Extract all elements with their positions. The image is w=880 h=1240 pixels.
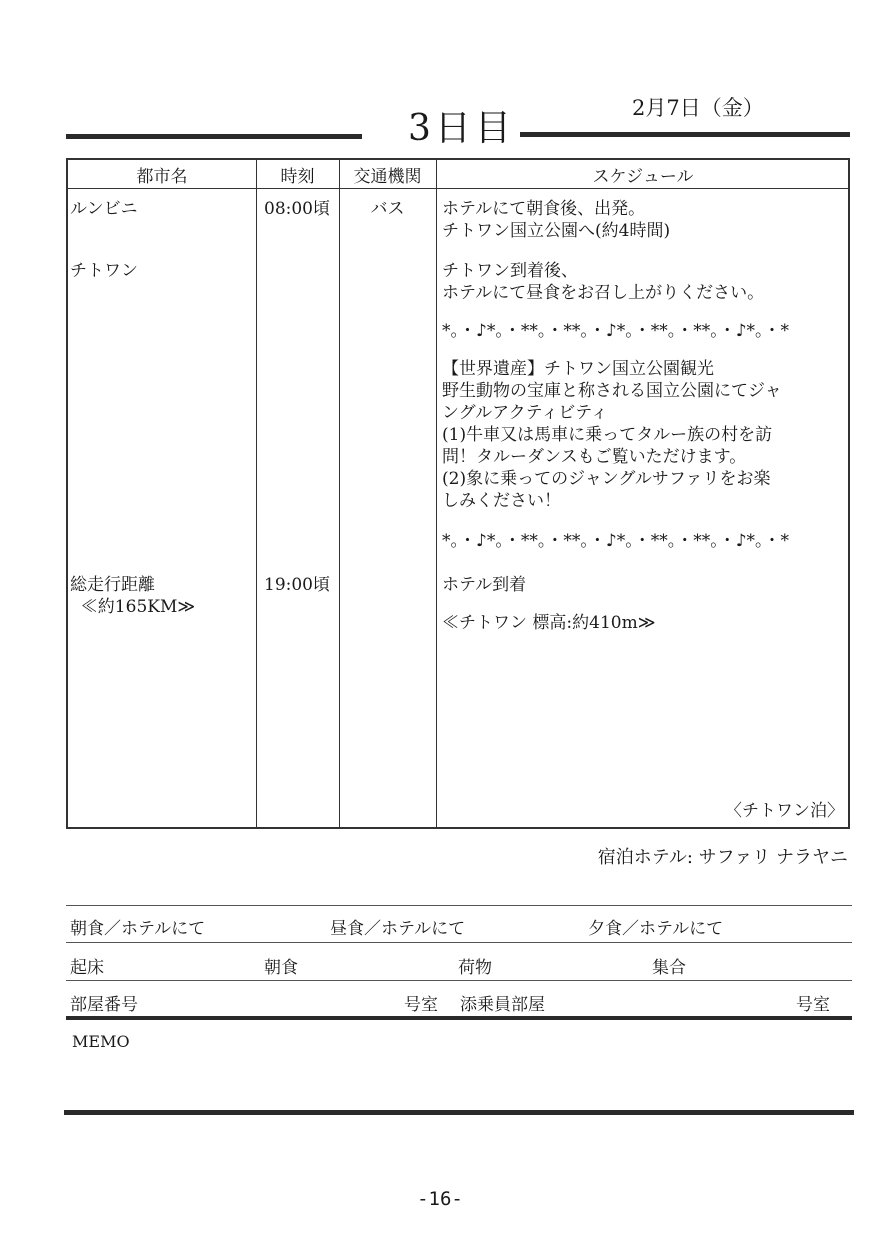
escort-room-suffix: 号室: [796, 995, 830, 1015]
escort-room-label: 添乗員部屋: [460, 995, 545, 1015]
header-rule-right: [520, 132, 850, 137]
info-rule: [66, 980, 852, 981]
page-number: -16-: [417, 1188, 463, 1210]
info-rule: [66, 905, 852, 906]
row-schedule: 【世界遺産】チトワン国立公園観光 野生動物の宝庫と称される国立公園にてジャ ングルアクティビティ (1)牛車又は馬車に乗ってタルー族の村を訪 問！タルーダンスもご覧いただけます。 (2)象に乗ってのジャングルサファリをお楽 しみください！: [442, 359, 782, 511]
luggage-label: 荷物: [458, 958, 492, 978]
row-city: チトワン: [70, 261, 138, 281]
row-city: ルンビニ: [70, 199, 138, 219]
row-schedule: チトワン到着後、 ホテルにて昼食をお召し上がりください。: [442, 261, 765, 303]
room-number-label: 部屋番号: [70, 995, 138, 1015]
meal-dinner: 夕食／ホテルにて: [588, 919, 724, 939]
row-schedule-divider: *｡・♪*｡・**｡・**｡・♪*｡・**｡・**｡・♪*｡・*: [442, 531, 790, 551]
row-transport: バス: [370, 199, 405, 219]
row-time: 19:00頃: [264, 575, 330, 595]
col-header-time: 時刻: [280, 167, 315, 187]
info-rule-bottom: [66, 1016, 852, 1020]
header-rule-left: [66, 134, 362, 139]
row-schedule: ≪チトワン 標高:約410m≫: [442, 613, 656, 633]
memo-label: MEMO: [72, 1032, 130, 1051]
row-schedule: ホテルにて朝食後、出発。 チトワン国立公園へ(約4時間): [442, 199, 671, 241]
breakfast-time-label: 朝食: [264, 958, 298, 978]
schedule-table: [66, 158, 850, 829]
meal-breakfast: 朝食／ホテルにて: [70, 919, 206, 939]
hotel-name: 宿泊ホテル: サファリ ナラヤニ: [597, 847, 848, 868]
memo-rule: [64, 1110, 854, 1115]
row-schedule-divider: *｡・♪*｡・**｡・**｡・♪*｡・**｡・**｡・♪*｡・*: [442, 321, 790, 341]
assembly-label: 集合: [652, 958, 686, 978]
col-header-transport: 交通機関: [353, 167, 422, 187]
room-suffix: 号室: [404, 995, 438, 1015]
row-time: 08:00頃: [264, 199, 330, 219]
col-header-schedule: スケジュール: [592, 167, 694, 187]
row-schedule: ホテル到着: [442, 575, 527, 595]
wakeup-label: 起床: [70, 958, 104, 978]
row-city: 総走行距離 ≪約165KM≫: [70, 575, 196, 617]
meal-lunch: 昼食／ホテルにて: [330, 919, 466, 939]
date: 2月7日（金）: [632, 96, 764, 120]
stay-note: 〈チトワン泊〉: [725, 801, 844, 821]
info-rule: [66, 942, 852, 943]
day-title: 3日目: [408, 108, 515, 149]
col-header-city: 都市名: [136, 167, 188, 187]
